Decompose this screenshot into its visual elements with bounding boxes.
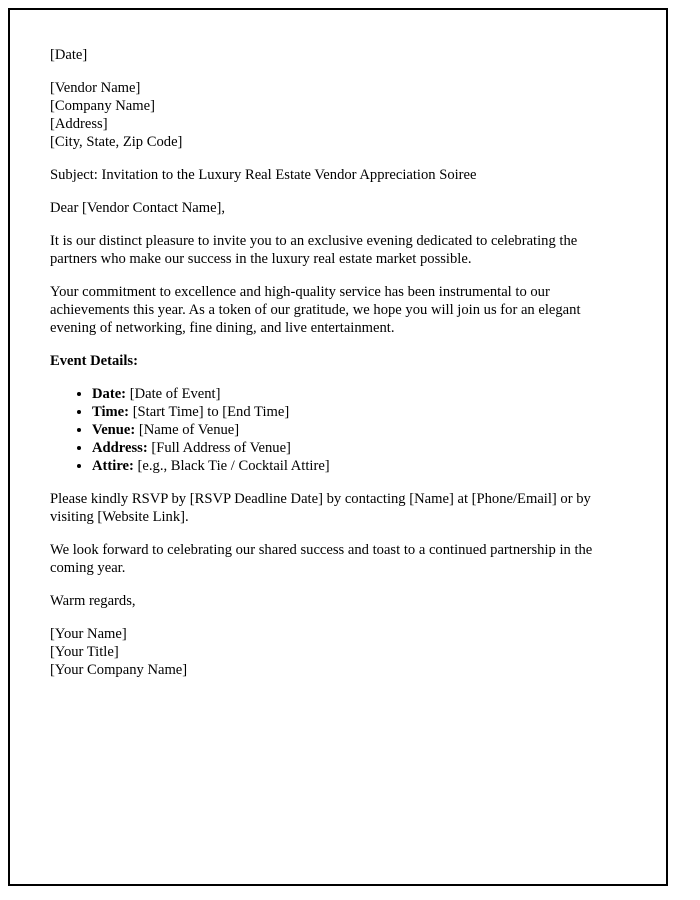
recipient-name-line: [Vendor Name]: [50, 80, 141, 96]
recipient-company-line: [Company Name]: [50, 98, 155, 114]
recipient-city-line: [City, State, Zip Code]: [50, 134, 183, 150]
subject-line: Subject: Invitation to the Luxury Real Estate Vendor Appreciation Soiree: [50, 167, 477, 183]
gratitude-paragraph: Your commitment to excellence and high-quality service has been instrumental to our achievements this year. As a token of our gratitude, we hope you will join us for an elegant evening of networking, fine dining, and live entertainment.: [50, 284, 581, 336]
event-detail-venue-label: Venue:: [92, 422, 136, 438]
date-line: [Date]: [50, 47, 88, 63]
rsvp-paragraph: Please kindly RSVP by [RSVP Deadline Date] by contacting [Name] at [Phone/Email] or by visiting [Website Link].: [50, 491, 591, 525]
letter-page: [8, 8, 668, 886]
event-detail-time-label: Time:: [92, 404, 130, 420]
event-detail-attire: [92, 457, 626, 475]
salutation: Dear [Vendor Contact Name],: [50, 200, 226, 216]
event-detail-attire-value: [e.g., Black Tie / Cocktail Attire]: [137, 458, 330, 474]
signature-name-line: [Your Name]: [50, 626, 127, 642]
signoff: Warm regards,: [50, 593, 136, 609]
event-detail-attire-label: Attire:: [92, 458, 134, 474]
event-detail-address-label: Address:: [92, 440, 148, 456]
closing-paragraph: We look forward to celebrating our shared success and toast to a continued partnership in the coming year.: [50, 542, 593, 576]
event-detail-date: [92, 385, 626, 403]
signature-title-line: [Your Title]: [50, 644, 119, 660]
invitation-paragraph: It is our distinct pleasure to invite you to an exclusive evening dedicated to celebrating the partners who make our success in the luxury real estate market possible.: [50, 233, 578, 267]
event-detail-date-value: [Date of Event]: [129, 386, 221, 402]
event-detail-address: [92, 439, 626, 457]
event-detail-time: [92, 403, 626, 421]
event-details-list: [50, 385, 626, 475]
event-details-heading-text: Event Details:: [50, 353, 138, 369]
signature-block: [50, 625, 626, 679]
recipient-address-block: [50, 79, 626, 151]
event-detail-address-value: [Full Address of Venue]: [151, 440, 291, 456]
event-detail-time-value: [Start Time] to [End Time]: [132, 404, 290, 420]
recipient-address-line: [Address]: [50, 116, 108, 132]
event-detail-date-label: Date:: [92, 386, 127, 402]
event-detail-venue: [92, 421, 626, 439]
event-detail-venue-value: [Name of Venue]: [138, 422, 240, 438]
signature-company-line: [Your Company Name]: [50, 662, 188, 678]
event-details-heading: [50, 352, 626, 370]
